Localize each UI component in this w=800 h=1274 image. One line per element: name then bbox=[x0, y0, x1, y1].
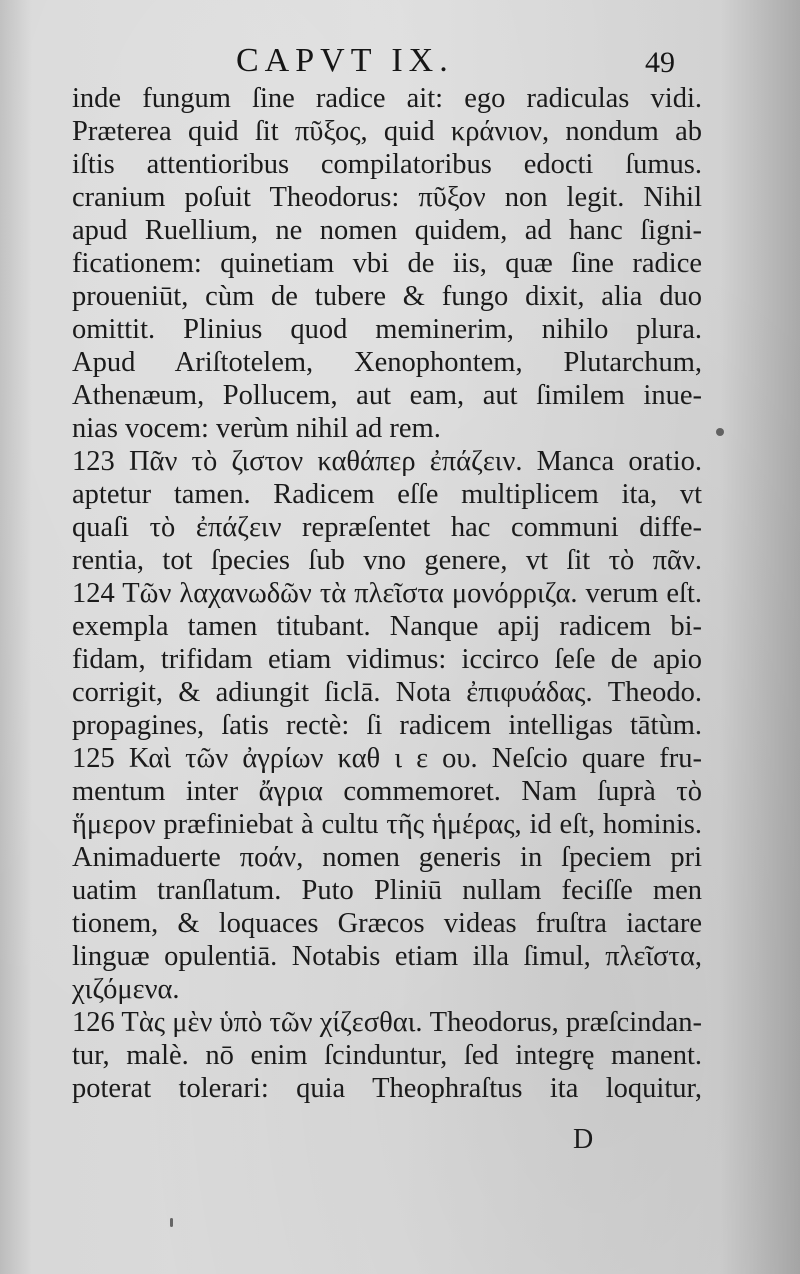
text-line-1: inde fungum ſine radice ait: ego radiculas vidi. bbox=[72, 83, 702, 114]
signature-mark: D bbox=[573, 1124, 594, 1155]
text-line-31: poterat tolerari: quia Theophraſtus ita loquitur, bbox=[72, 1073, 702, 1104]
note-124: 124 Τῶν λαχανωδῶν τὰ πλεῖστα μονόρριζα. verum eſt. bbox=[72, 578, 702, 609]
text-line-24: Animaduerte ποάν, nomen generis in ſpeciem pri bbox=[72, 842, 702, 873]
text-line-20: propagines, ſatis rectè: ſi radicem intelligas tātùm. bbox=[72, 710, 702, 741]
note-126: 126 Τὰς μὲν ὑπὸ τῶν χίζεσθαι. Theodorus, præſcindan- bbox=[72, 1007, 702, 1038]
text-line-7: proueniūt, cùm de tubere & fungo dixit, alia duo bbox=[72, 281, 702, 312]
bleed-through-shadow bbox=[690, 300, 800, 500]
text-line-15: rentia, tot ſpecies ſub vno genere, vt ſit τὸ πᾶν. bbox=[72, 545, 702, 576]
text-line-6: ficationem: quinetiam vbi de iis, quæ ſine radice bbox=[72, 248, 702, 279]
text-line-5: apud Ruellium, ne nomen quidem, ad hanc ſigni- bbox=[72, 215, 702, 246]
ink-spot bbox=[716, 428, 724, 436]
note-123: 123 Πᾶν τὸ ζιστον καθάπερ ἐπάζειν. Manca oratio. bbox=[72, 446, 702, 477]
ink-spot bbox=[170, 1218, 173, 1227]
text-line-10: Athenæum, Pollucem, aut eam, aut ſimilem inue- bbox=[72, 380, 702, 411]
text-line-14: quaſi τὸ ἐπάζειν repræſentet hac communi diffe- bbox=[72, 512, 702, 543]
note-125: 125 Καὶ τῶν ἀγρίων καθ ι ε ου. Neſcio quare fru- bbox=[72, 743, 702, 774]
text-line-13: aptetur tamen. Radicem eſſe multiplicem ita, vt bbox=[72, 479, 702, 510]
text-line-8: omittit. Plinius quod meminerim, nihilo plura. bbox=[72, 314, 702, 345]
text-line-3: iſtis attentioribus compilatoribus edocti ſumus. bbox=[72, 149, 702, 180]
text-line-26: tionem, & loquaces Græcos videas fruſtra iactare bbox=[72, 908, 702, 939]
text-line-28: χιζόμενα. bbox=[72, 974, 180, 1005]
text-line-27: linguæ opulentiā. Notabis etiam illa ſimul, πλεῖστα, bbox=[72, 941, 702, 972]
text-line-22: mentum inter ἄγρια commemoret. Nam ſuprà τὸ bbox=[72, 776, 702, 807]
text-line-18: fidam, trifidam etiam vidimus: iccirco ſeſe de apio bbox=[72, 644, 702, 675]
text-line-23: ἥμερον præfiniebat à cultu τῆς ἡμέρας, id eſt, hominis. bbox=[72, 809, 702, 840]
running-title: CAPVT IX. bbox=[236, 42, 454, 79]
body-text bbox=[72, 82, 702, 1105]
page-number: 49 bbox=[645, 46, 675, 79]
page-header bbox=[0, 38, 800, 82]
text-line-30: tur, malè. nō enim ſcinduntur, ſed integrę manent. bbox=[72, 1040, 702, 1071]
text-line-4: cranium poſuit Theodorus: πῦξον non legit. Nihil bbox=[72, 182, 702, 213]
text-line-25: uatim tranſlatum. Puto Pliniū nullam feciſſe men bbox=[72, 875, 702, 906]
text-line-11: nias vocem: verùm nihil ad rem. bbox=[72, 413, 441, 444]
text-line-17: exempla tamen titubant. Nanque apij radicem bi- bbox=[72, 611, 702, 642]
text-line-9: Apud Ariſtotelem, Xenophontem, Plutarchum, bbox=[72, 347, 702, 378]
text-line-19: corrigit, & adiungit ſiclā. Nota ἐπιφυάδας. Theodo. bbox=[72, 677, 702, 708]
text-line-2: Præterea quid ſit πῦξος, quid κράνιον, nondum ab bbox=[72, 116, 702, 147]
